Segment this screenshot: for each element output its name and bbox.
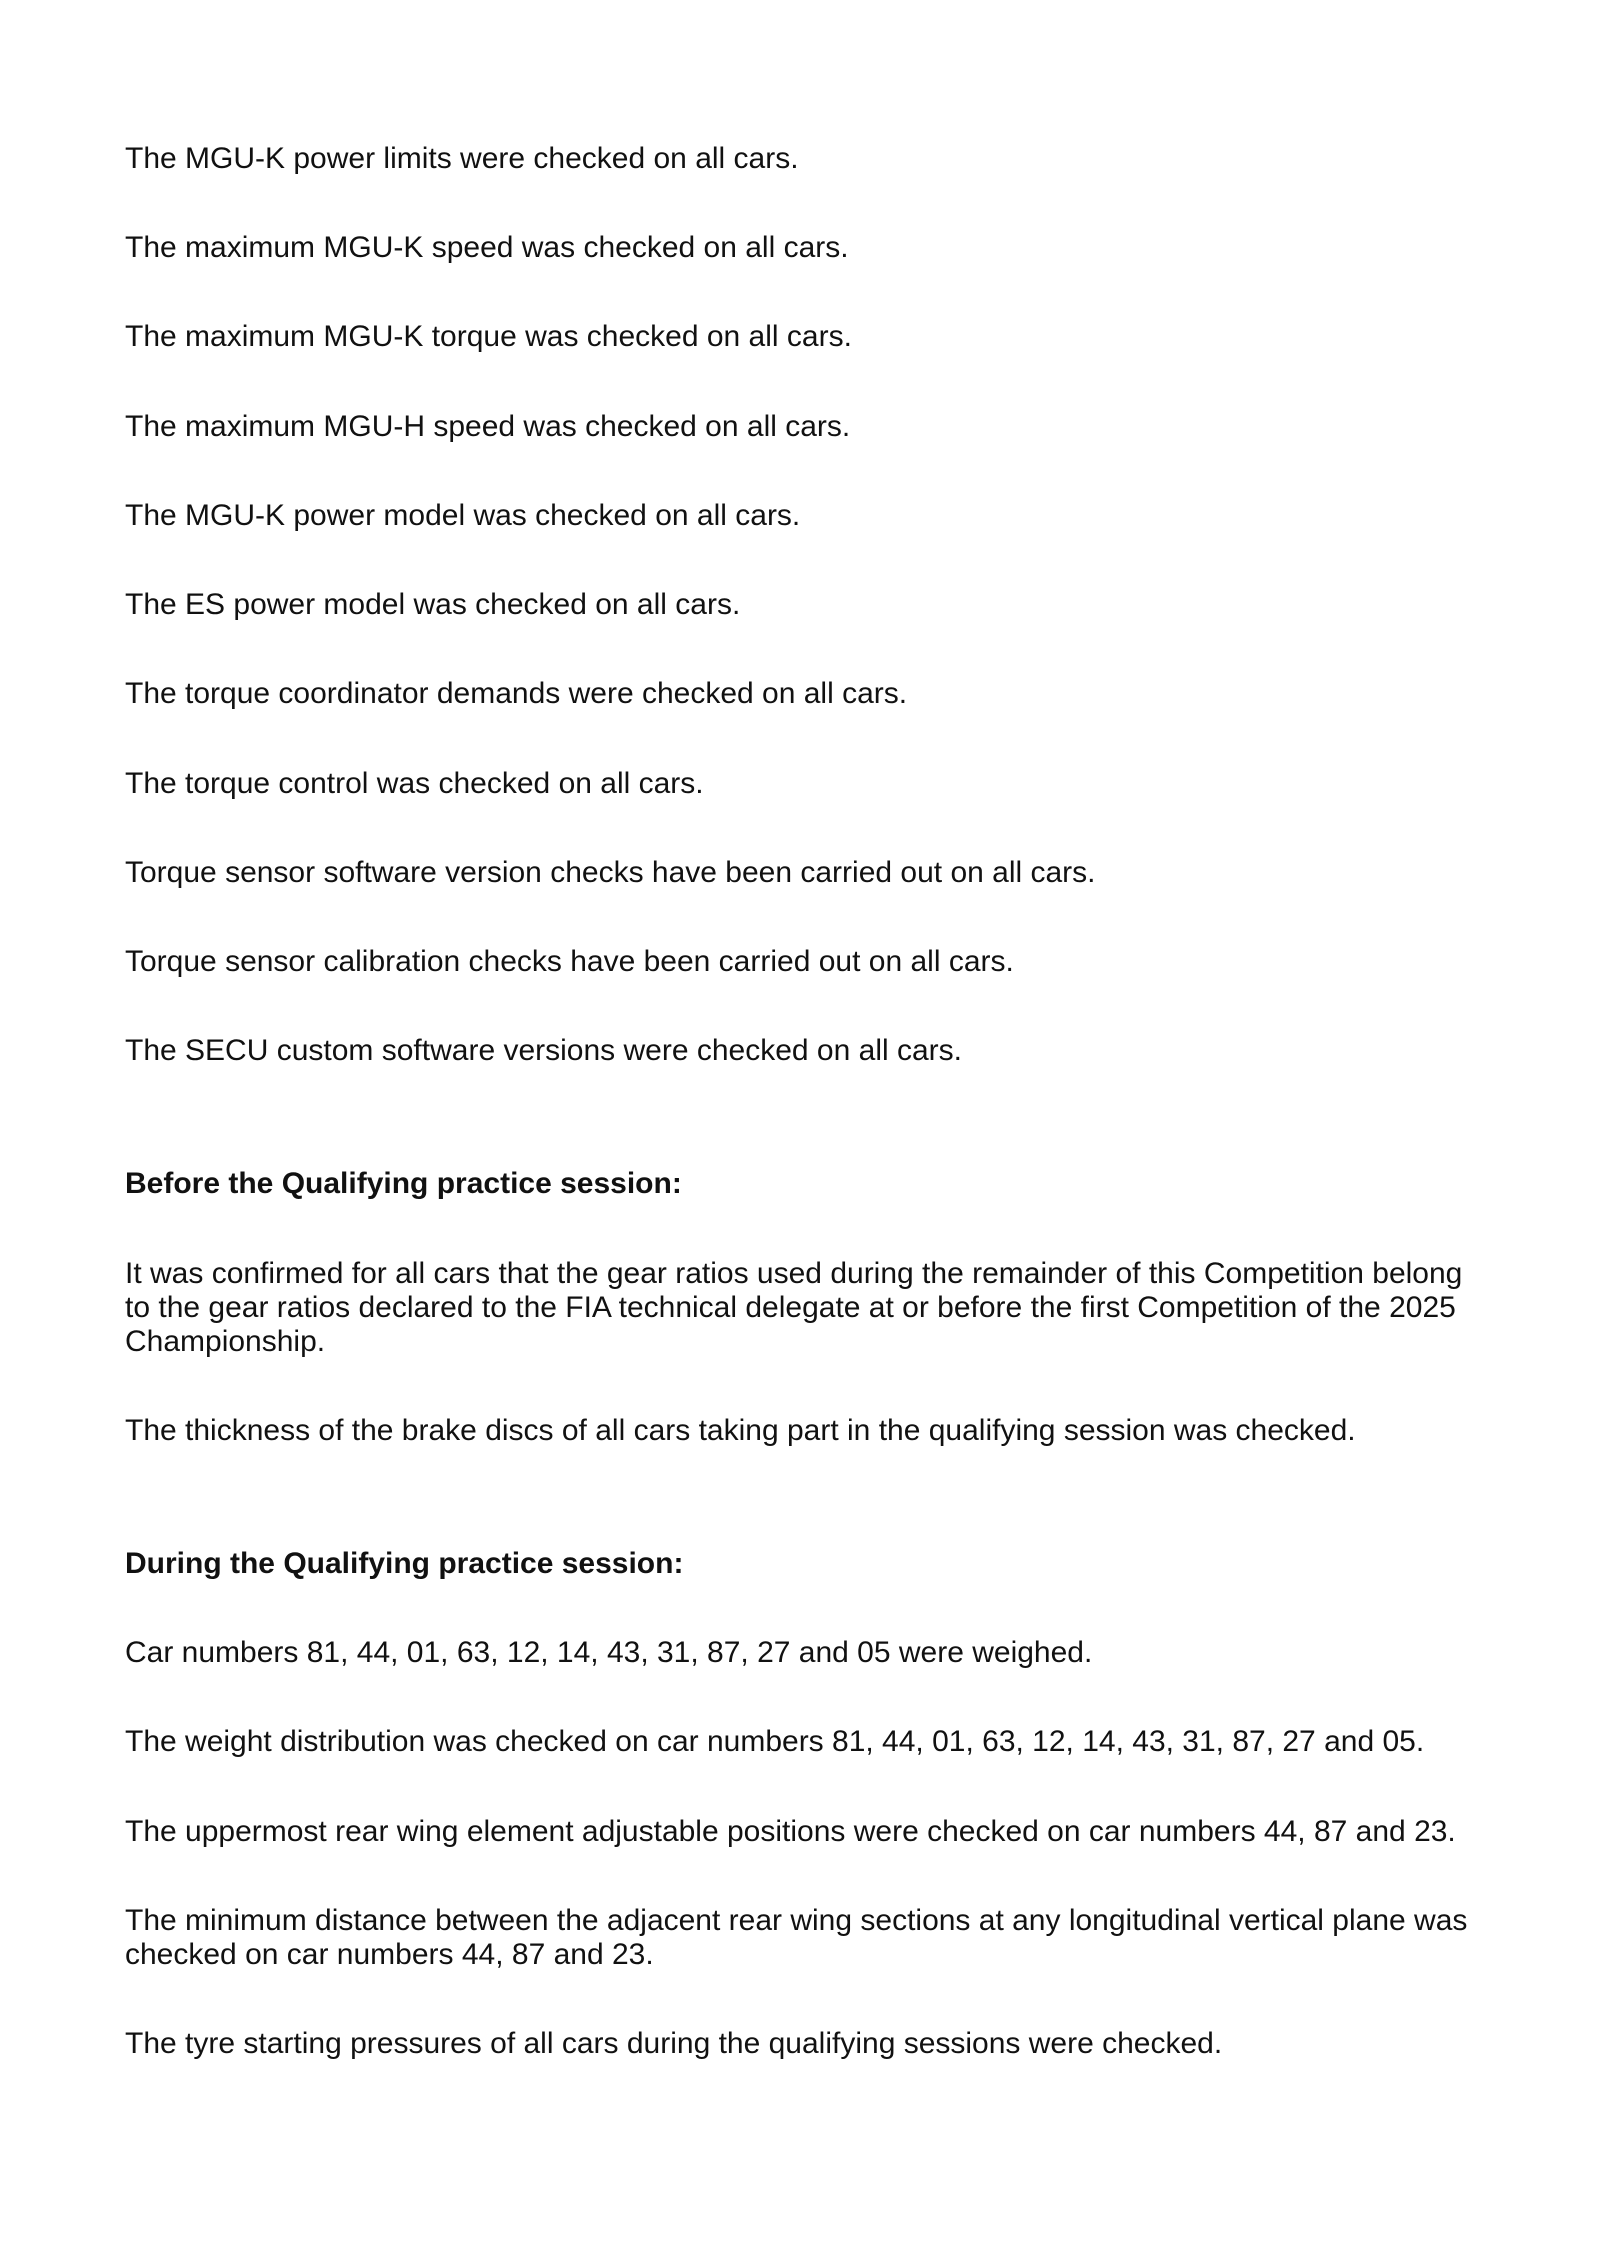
weighed-cars-paragraph: Car numbers 81, 44, 01, 63, 12, 14, 43, 31, 87, 27 and 05 were weighed. xyxy=(125,1636,1093,1669)
check-torque-sensor-software: Torque sensor software version checks have been carried out on all cars. xyxy=(125,856,1096,889)
check-secu-software: The SECU custom software versions were checked on all cars. xyxy=(125,1034,962,1067)
check-mguk-power-model: The MGU-K power model was checked on all cars. xyxy=(125,499,801,532)
check-mguk-power-limits: The MGU-K power limits were checked on all cars. xyxy=(125,142,799,175)
check-es-power-model: The ES power model was checked on all cars. xyxy=(125,588,741,621)
check-mguh-max-speed: The maximum MGU-H speed was checked on all cars. xyxy=(125,410,851,443)
brake-disc-paragraph: The thickness of the brake discs of all cars taking part in the qualifying session was checked. xyxy=(125,1414,1356,1447)
check-mguk-max-speed: The maximum MGU-K speed was checked on all cars. xyxy=(125,231,849,264)
weight-distribution-paragraph: The weight distribution was checked on car numbers 81, 44, 01, 63, 12, 14, 43, 31, 87, 27 and 05. xyxy=(125,1725,1425,1758)
section-heading-before-qualifying: Before the Qualifying practice session: xyxy=(125,1167,682,1200)
rear-wing-distance-paragraph: The minimum distance between the adjacent rear wing sections at any longitudinal vertical plane was checked on car numbers 44, 87 and 23. xyxy=(125,1904,1468,1971)
gear-ratio-paragraph: It was confirmed for all cars that the gear ratios used during the remainder of this Competition belong to the gear ratios declared to the FIA technical delegate at or before the first Competition of the 2025 Championship. xyxy=(125,1257,1463,1358)
rear-wing-positions-paragraph: The uppermost rear wing element adjustable positions were checked on car numbers 44, 87 and 23. xyxy=(125,1815,1456,1848)
check-torque-control: The torque control was checked on all cars. xyxy=(125,767,704,800)
check-torque-sensor-calibration: Torque sensor calibration checks have been carried out on all cars. xyxy=(125,945,1014,978)
tyre-pressure-paragraph: The tyre starting pressures of all cars during the qualifying sessions were checked. xyxy=(125,2027,1223,2060)
check-torque-coordinator: The torque coordinator demands were checked on all cars. xyxy=(125,677,908,710)
section-heading-during-qualifying: During the Qualifying practice session: xyxy=(125,1547,684,1580)
check-mguk-max-torque: The maximum MGU-K torque was checked on all cars. xyxy=(125,320,852,353)
